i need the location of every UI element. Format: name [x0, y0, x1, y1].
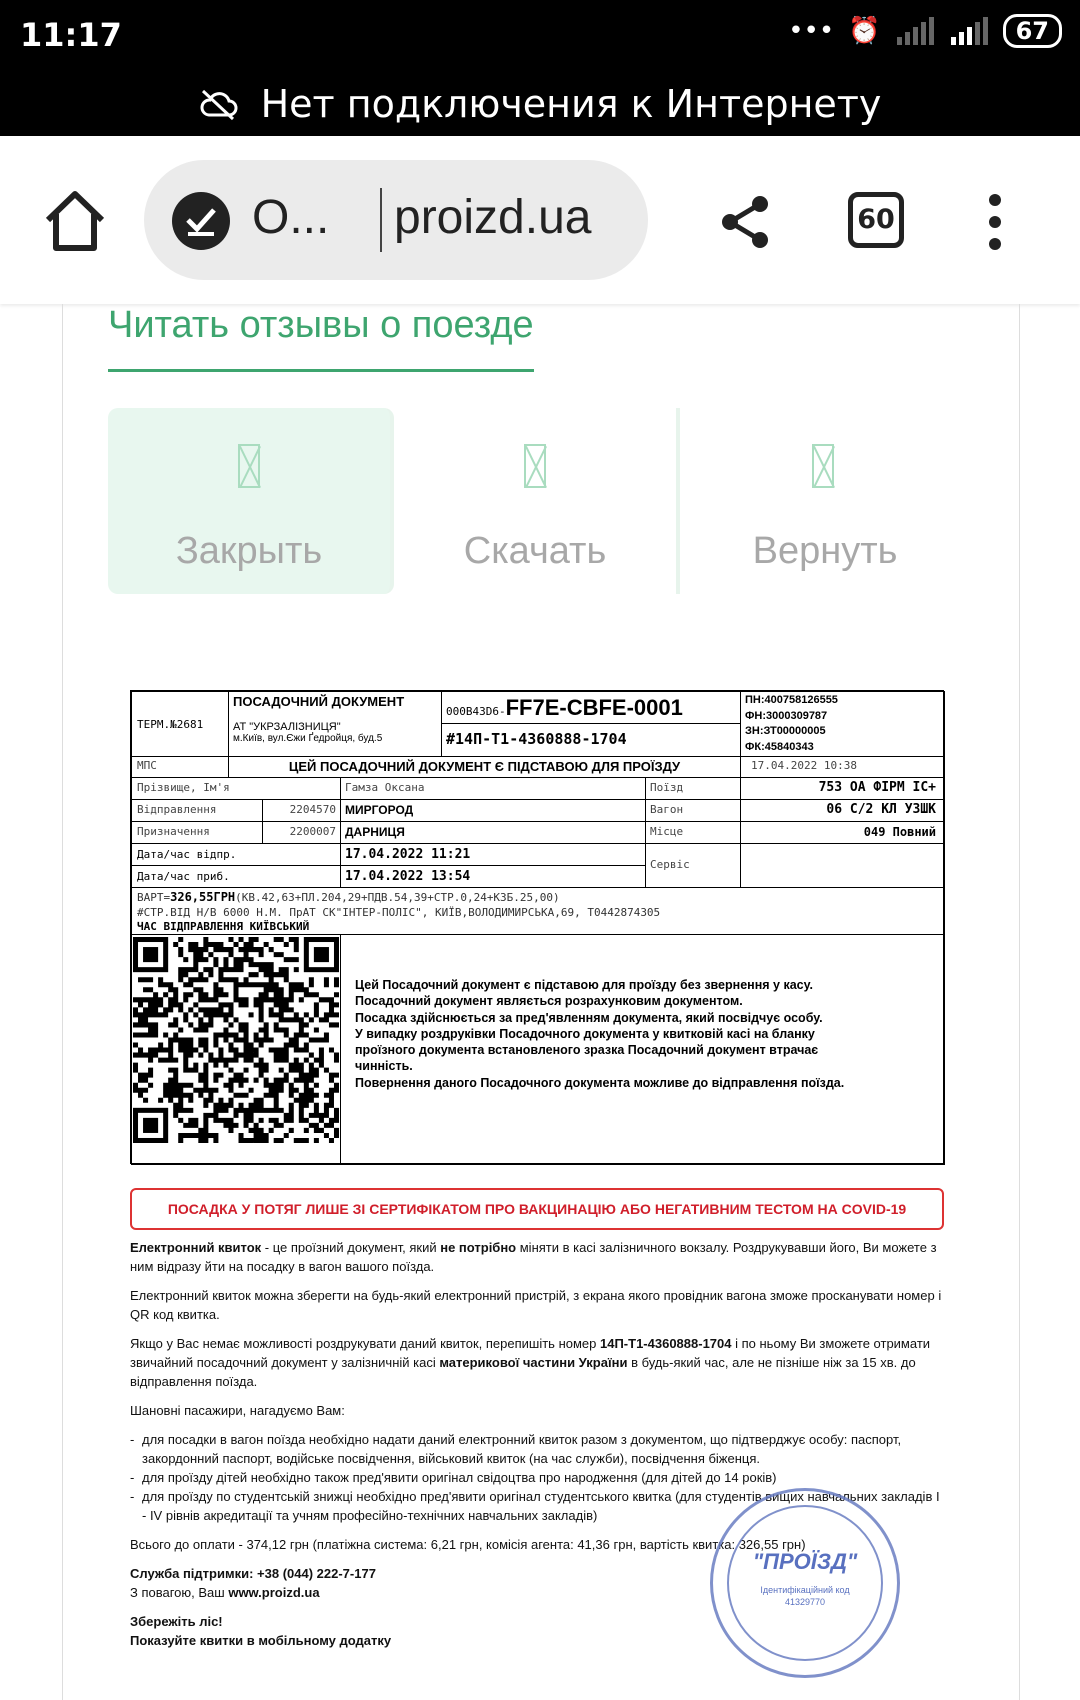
- download-button[interactable]: [394, 408, 680, 594]
- close-label: Закрыть: [175, 530, 323, 572]
- browser-toolbar: [0, 136, 1080, 304]
- wagon-value: 06 С/2 КЛ УЗШК: [740, 799, 945, 822]
- covid-notice: ПОСАДКА У ПОТЯГ ЛИШЕ ЗІ СЕРТИФІКАТОМ ПРО ВАКЦИНАЦІЮ АБО НЕГАТИВНИМ ТЕСТОМ НА COVID-19: [130, 1188, 944, 1230]
- price-breakdown: (КВ.42,63+ПЛ.204,29+ПДВ.54,39+СТР.0,24+КЗБ.25,00): [235, 891, 560, 904]
- refund-label: Вернуть: [752, 530, 898, 572]
- show-in-app: Показуйте квитки в мобільному додатку: [130, 1633, 392, 1648]
- terminal-number: ТЕРМ.№2681: [131, 691, 229, 757]
- info-paragraph-3: [130, 1334, 946, 1391]
- info-text: в будь-який час, але не пізніше ніж за 15 хв. до відправлення поїзда.: [130, 1355, 916, 1389]
- issue-datetime: 17.04.2022 10:38: [740, 756, 945, 778]
- fiscal-fn: ФН:3000309787: [745, 709, 828, 722]
- qr-code-cell: [131, 934, 341, 1165]
- support-phone[interactable]: +38 (044) 222-7-177: [253, 1566, 376, 1581]
- info-text: міняти в касі залізничного вокзалу. Роздрукувавши його, Ви можете з ним відразу йти на посадку в вагон вашого поїзда.: [130, 1240, 937, 1274]
- offline-text: Нет подключения к Интернету: [260, 82, 882, 126]
- arrival-station: ДАРНИЦЯ: [340, 821, 646, 844]
- stamp-code-label: Ідентифікаційний код: [760, 1585, 850, 1595]
- info-bold: 14П-Т1-4360888-1704: [600, 1336, 732, 1351]
- wagon-label: Вагон: [645, 799, 741, 822]
- document-code: [441, 691, 741, 724]
- regards-text: З повагою, Ваш: [130, 1585, 229, 1600]
- seat-value: 049 Повний: [740, 821, 945, 844]
- mps-label: МПС: [131, 756, 229, 778]
- departure-time-label: Дата/час відпр.: [131, 843, 341, 866]
- note-line: проїзного документа встановленого зразка Посадочний документ втрачає: [355, 1043, 819, 1058]
- page-content: [0, 304, 1080, 1700]
- train-label: Поїзд: [645, 777, 741, 800]
- info-bold: материкової частини України: [439, 1355, 628, 1370]
- info-text: - це проїзний документ, який: [261, 1240, 441, 1255]
- total-payment: Всього до оплати - 374,12 грн (платіжна система: 6,21 грн, комісія агента: 41,36 грн, вартість квитка: 326,55 грн): [130, 1537, 806, 1552]
- insurance-line: #СТР.ВІД Н/В 6000 Н.М. ПрАТ СК"ІНТЕР-ПОЛІС", КИЇВ,ВОЛОДИМИРСЬКА,69, Т0442874305: [137, 905, 661, 919]
- stamp-inner-ring: [727, 1505, 883, 1661]
- site-link[interactable]: www.proizd.ua: [228, 1585, 320, 1600]
- company-address: м.Київ, вул.Єжи Ґедройця, буд.5: [233, 733, 383, 744]
- seat-label: Місце: [645, 821, 741, 844]
- document-code-prefix: 000B43D6-: [446, 705, 506, 718]
- support-label: Служба підтримки:: [130, 1566, 254, 1581]
- ticket-issuer: [228, 691, 442, 757]
- info-bold: Електронний квиток: [130, 1240, 262, 1255]
- document-code-main: FF7E-CBFE-0001: [505, 695, 683, 720]
- fiscal-info: [740, 691, 945, 757]
- more-menu-icon[interactable]: [980, 190, 1010, 254]
- status-time: 11:17: [20, 16, 122, 54]
- offline-page-icon: [172, 192, 230, 250]
- fiscal-zn: ЗН:ЗТ00000005: [745, 725, 826, 737]
- battery-icon: 67: [1003, 14, 1062, 48]
- fiscal-pn: ПН:400758126555: [745, 694, 838, 706]
- departure-label: Відправлення: [131, 799, 263, 822]
- more-notifications-icon: •••: [788, 16, 835, 46]
- info-paragraph-2: Електронний квиток можна зберегти на будь-який електронний пристрій, з екрана якого провідник вагона зможе просканувати номер і QR код квитка.: [130, 1288, 942, 1322]
- passenger-name-label: Прізвище, Ім'я: [131, 777, 341, 800]
- boarding-ticket: [130, 690, 944, 1164]
- info-paragraph-4: Шановні пасажири, нагадуємо Вам:: [130, 1403, 345, 1418]
- time-zone-line: ЧАС ВІДПРАВЛЕННЯ КИЇВСЬКИЙ: [137, 920, 310, 933]
- ticket-notes: [340, 934, 945, 1165]
- qr-code: [133, 937, 339, 1143]
- close-button[interactable]: [108, 408, 394, 594]
- list-item: - для проїзду дітей необхідно також пред'явити оригінал свідоцтва про народження (для дітей до 14 років): [130, 1468, 946, 1487]
- download-icon: [524, 444, 546, 488]
- company-name: АТ "УКРЗАЛІЗНИЦЯ": [233, 721, 341, 733]
- note-line: Посадочний документ являється розрахунковим документом.: [355, 994, 743, 1009]
- alarm-icon: ⏰: [848, 16, 881, 46]
- url-text[interactable]: proizd.ua: [394, 191, 592, 244]
- offline-banner: [0, 72, 1080, 136]
- info-paragraph-1: [130, 1238, 946, 1276]
- status-bar: [0, 0, 1080, 72]
- list-item: - для проїзду по студентській знижці необхідно пред'явити оригінал студентського квитка (для студентів вищих навчальних закладів І - IV рівнів акредитації та учням професійно-технічних навчальних закладів): [130, 1487, 946, 1525]
- price-details: [131, 887, 945, 935]
- url-separator: [380, 188, 382, 252]
- service-value: [740, 843, 945, 888]
- note-line: Цей Посадочний документ є підставою для проїзду без звернення у касу.: [355, 978, 813, 992]
- train-value: 753 ОА ФІРМ ІС+: [740, 777, 945, 800]
- stamp-code: 41329770: [784, 1597, 826, 1607]
- share-icon[interactable]: [716, 192, 776, 252]
- page-title: О...: [252, 191, 330, 244]
- arrival-label: Призначення: [131, 821, 263, 844]
- info-bold: не потрібно: [440, 1240, 517, 1255]
- home-icon[interactable]: [40, 186, 110, 256]
- passenger-name: Гамза Оксана: [340, 777, 646, 800]
- status-icons: [788, 14, 1062, 48]
- note-line: Повернення даного Посадочного документа можливе до відправлення поїзда.: [355, 1075, 845, 1090]
- note-line: У випадку роздруківки Посадочного документа у квитковій касі на бланку: [355, 1026, 815, 1041]
- train-reviews-link[interactable]: Читать отзывы о поезде: [108, 304, 534, 372]
- info-text: Якщо у Вас немає можливості роздрукувати даний квиток, перепишіть номер: [130, 1336, 600, 1351]
- note-line: Посадка здійснюється за пред'явленням документа, який посвідчує особу.: [355, 1010, 823, 1025]
- departure-code: 2204570: [262, 799, 341, 822]
- cloud-off-icon: [199, 87, 239, 121]
- stamp-name: "ПРОЇЗД": [752, 1549, 858, 1574]
- refund-button[interactable]: [682, 408, 968, 594]
- signal-2-icon: [949, 17, 989, 45]
- arrival-time-label: Дата/час приб.: [131, 865, 341, 888]
- price-prefix: ВАРТ=: [137, 891, 171, 904]
- note-line: чинність.: [355, 1059, 413, 1074]
- info-text: і по ньому Ви зможете отримати звичайний посадочний документ у залізничній касі: [130, 1336, 931, 1370]
- close-icon: [238, 444, 260, 488]
- download-label: Скачать: [463, 530, 607, 572]
- save-paper: Збережіть ліс!: [130, 1614, 223, 1629]
- address-bar[interactable]: [144, 160, 648, 280]
- arrival-time: 17.04.2022 13:54: [340, 865, 646, 888]
- signal-1-icon: [895, 17, 935, 45]
- departure-time: 17.04.2022 11:21: [340, 843, 646, 866]
- service-label: Сервіс: [645, 843, 741, 888]
- refund-icon: [812, 444, 834, 488]
- fiscal-fk: ФК:45840343: [745, 740, 814, 753]
- list-item: - для посадки в вагон поїзда необхідно надати даний електронний квиток разом з документом, що підтверджує особу: паспорт, закордонний паспорт, водійське посвідчення, військовий квиток (на час служби), посвідчення біженця.: [130, 1430, 946, 1468]
- ticket-basis: ЦЕЙ ПОСАДОЧНИЙ ДОКУМЕНТ Є ПІДСТАВОЮ ДЛЯ ПРОЇЗДУ: [228, 756, 741, 778]
- arrival-code: 2200007: [262, 821, 341, 844]
- tab-switcher-button[interactable]: 60: [848, 192, 904, 248]
- departure-station: МИРГОРОД: [340, 799, 646, 822]
- ticket-number: #14П-Т1-4360888-1704: [441, 723, 741, 757]
- doc-title: ПОСАДОЧНИЙ ДОКУМЕНТ: [233, 694, 405, 709]
- price-value: 326,55ГРН: [170, 890, 236, 904]
- company-stamp: [710, 1488, 900, 1678]
